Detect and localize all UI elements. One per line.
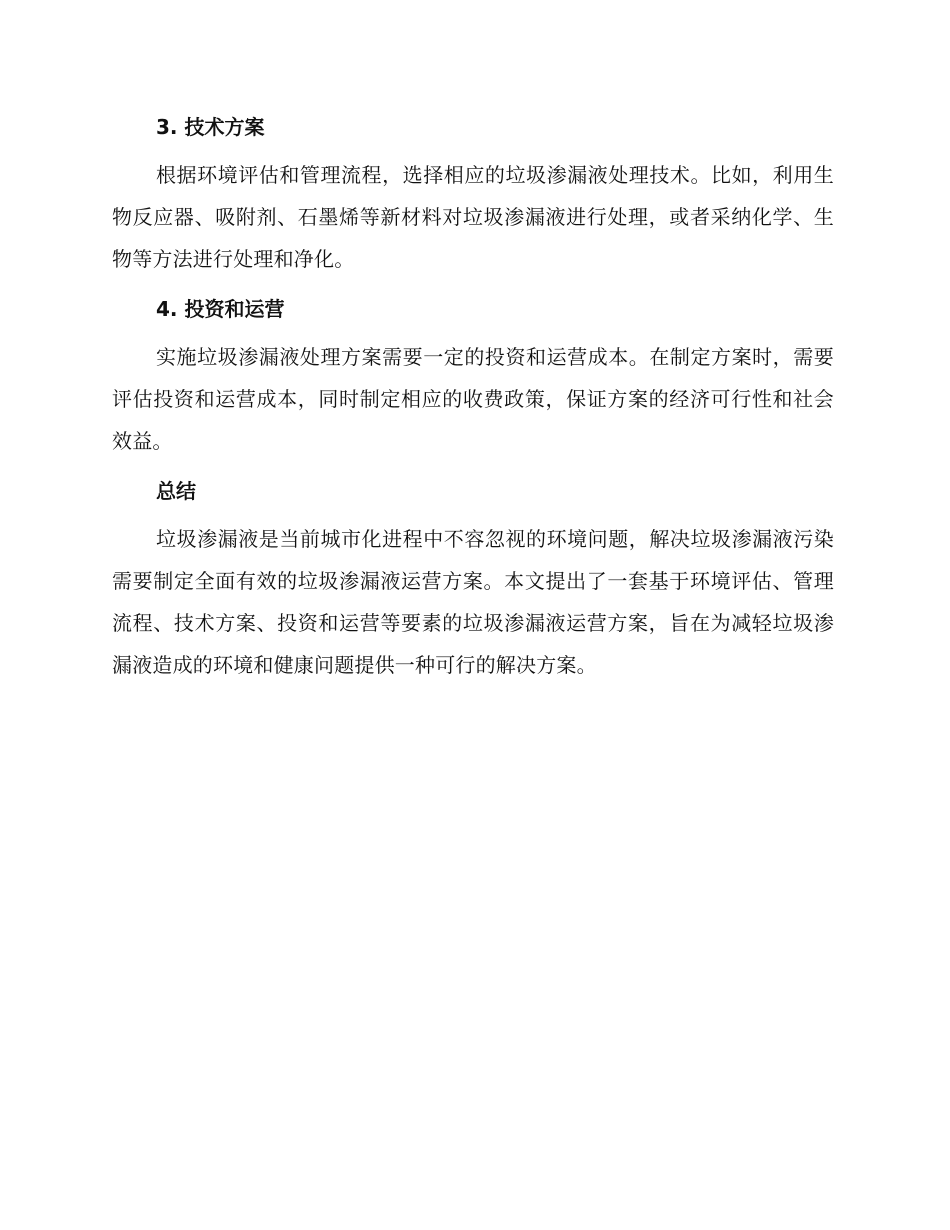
section-heading: 总结 <box>156 479 196 503</box>
section-summary <box>112 472 834 686</box>
section-paragraph: 根据环境评估和管理流程，选择相应的垃圾渗漏液处理技术。比如，利用生物反应器、吸附剂、石墨烯等新材料对垃圾渗漏液进行处理，或者采纳化学、生物等方法进行处理和净化。 <box>112 163 834 271</box>
document-page <box>112 108 834 696</box>
section-investment-operation <box>112 290 834 462</box>
section-paragraph: 垃圾渗漏液是当前城市化进程中不容忽视的环境问题，解决垃圾渗漏液污染需要制定全面有效的垃圾渗漏液运营方案。本文提出了一套基于环境评估、管理流程、技术方案、投资和运营等要素的垃圾渗漏液运营方案，旨在为减轻垃圾渗漏液造成的环境和健康问题提供一种可行的解决方案。 <box>112 527 834 677</box>
section-technical-plan <box>112 108 834 280</box>
section-heading: 4. 投资和运营 <box>156 297 285 321</box>
section-heading: 3. 技术方案 <box>156 115 265 139</box>
section-paragraph: 实施垃圾渗漏液处理方案需要一定的投资和运营成本。在制定方案时，需要评估投资和运营成本，同时制定相应的收费政策，保证方案的经济可行性和社会效益。 <box>112 345 834 453</box>
